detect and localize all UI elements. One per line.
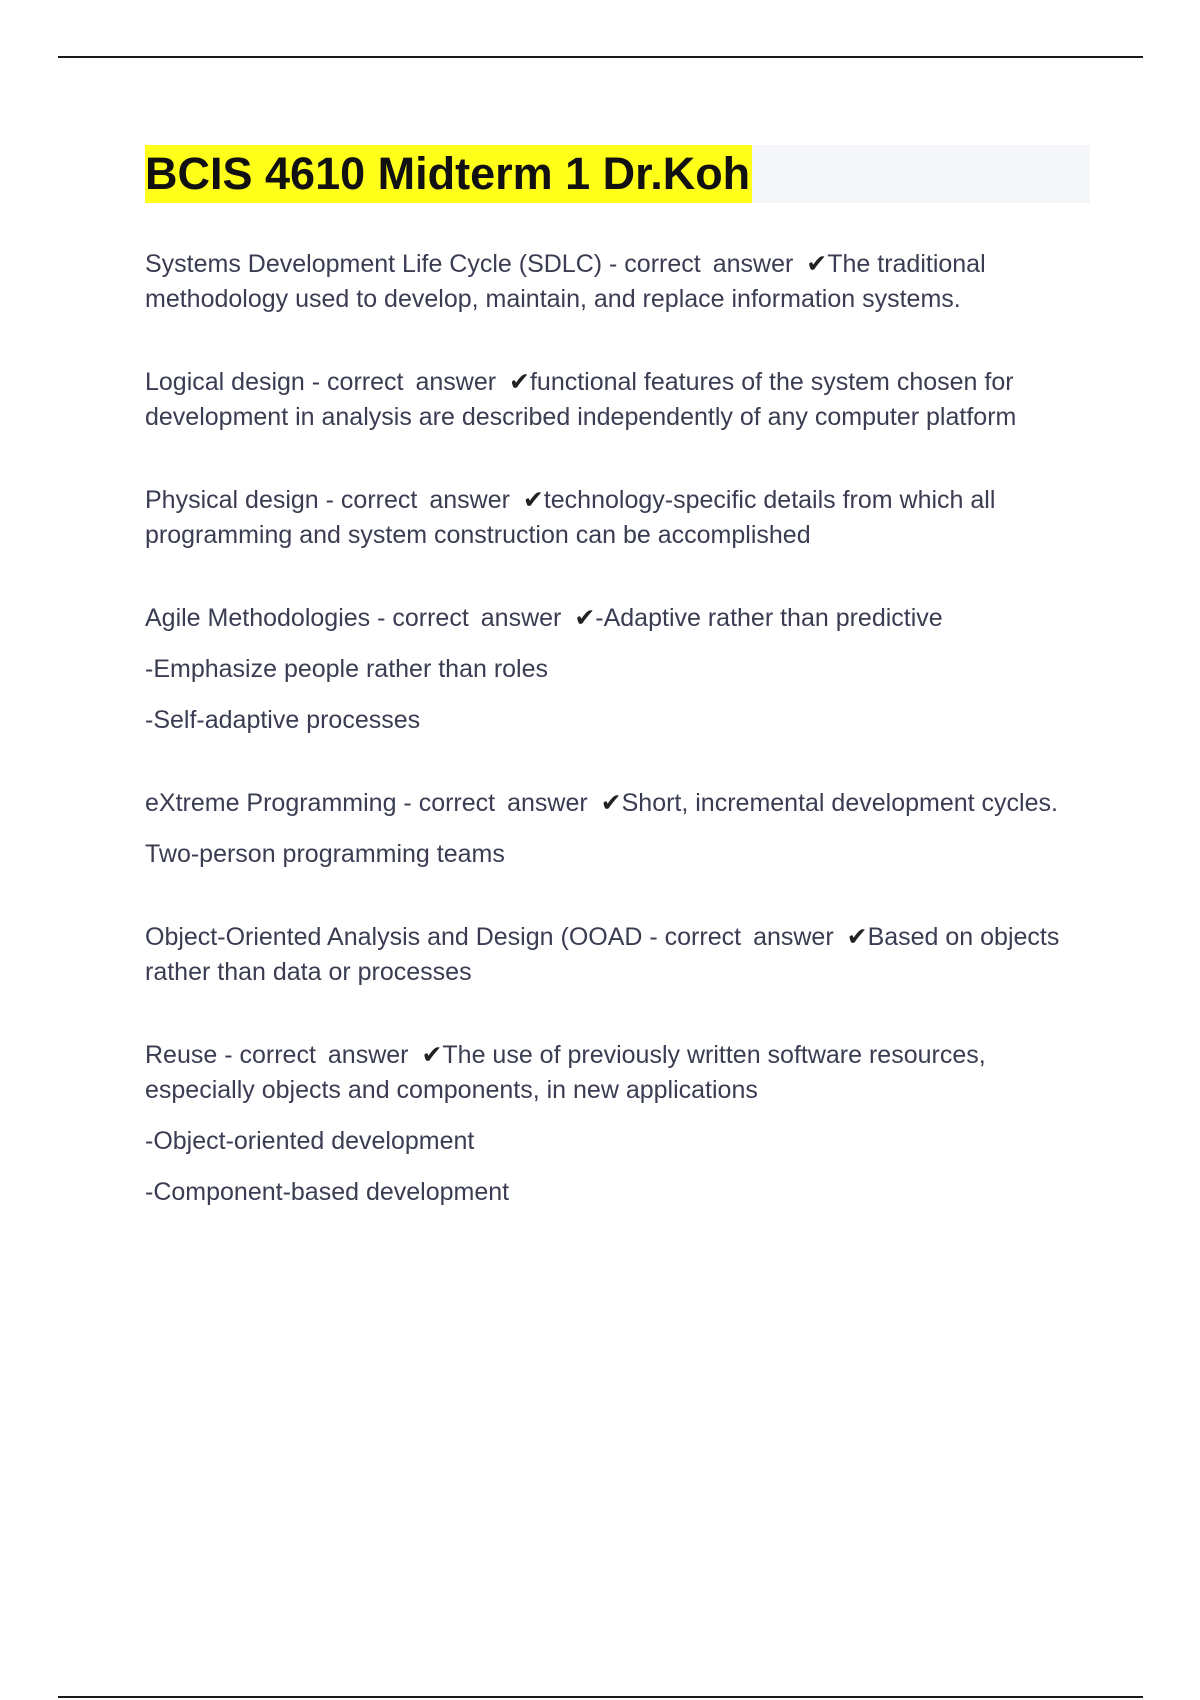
entry-extra-line: -Emphasize people rather than roles	[145, 655, 549, 683]
entry-main	[145, 601, 1090, 636]
entry-definition: technology-specific details from which all programming and system construction can be accomplished	[145, 486, 996, 549]
document-body	[145, 145, 1090, 1258]
entry-definition: Based on objects rather than data or processes	[145, 923, 1060, 986]
checkmark-icon: ✔	[509, 368, 530, 396]
entry-definition: Short, incremental development cycles.	[621, 789, 1058, 817]
entry-main	[145, 247, 1090, 317]
answer-label: answer	[429, 486, 510, 514]
entry-logical-design	[145, 365, 1090, 435]
checkmark-icon: ✔	[806, 250, 828, 278]
entry-xp	[145, 786, 1090, 872]
entry-main	[145, 365, 1090, 435]
entry-ooad	[145, 920, 1090, 990]
answer-label: answer	[507, 789, 588, 817]
checkmark-icon: ✔	[600, 789, 622, 817]
entry-agile	[145, 601, 1090, 738]
entry-definition: functional features of the system chosen for development in analysis are described independently of any computer platform	[145, 368, 1017, 431]
entry-definition: The traditional methodology used to develop, maintain, and replace information systems.	[145, 250, 986, 313]
checkmark-icon: ✔	[522, 486, 544, 514]
entry-extra-line: -Self-adaptive processes	[145, 706, 421, 734]
entry-term: Systems Development Life Cycle (SDLC) - correct	[145, 250, 701, 278]
entry-reuse	[145, 1038, 1090, 1210]
answer-label: answer	[712, 250, 794, 278]
entry-physical-design	[145, 483, 1090, 553]
entry-extra-line: Two-person programming teams	[145, 840, 505, 868]
entry-extra-line: -Object-oriented development	[145, 1127, 475, 1155]
answer-label: answer	[327, 1041, 409, 1069]
entry-extra-line: -Component-based development	[145, 1178, 510, 1206]
entry-main	[145, 920, 1090, 990]
entry-main	[145, 483, 1090, 553]
entry-term: Physical design - correct	[145, 486, 418, 514]
title-row	[145, 145, 1090, 203]
bottom-rule	[58, 1696, 1143, 1698]
entry-main	[145, 1038, 1090, 1108]
checkmark-icon: ✔	[846, 923, 868, 951]
answer-label: answer	[753, 923, 834, 951]
entry-term: Agile Methodologies - correct	[145, 604, 469, 632]
top-rule	[58, 56, 1143, 58]
entry-term: Object-Oriented Analysis and Design (OOAD - correct	[145, 923, 742, 951]
entry-definition: The use of previously written software resources, especially objects and components, in new applications	[145, 1041, 986, 1104]
answer-label: answer	[415, 368, 497, 396]
entry-sdlc	[145, 247, 1090, 317]
entry-term: eXtreme Programming - correct	[145, 789, 496, 817]
checkmark-icon: ✔	[421, 1041, 443, 1069]
checkmark-icon: ✔	[574, 604, 596, 632]
entry-main	[145, 786, 1090, 821]
document-title: BCIS 4610 Midterm 1 Dr.Koh	[145, 145, 752, 203]
entry-definition: -Adaptive rather than predictive	[595, 604, 943, 632]
entry-term: Reuse - correct	[145, 1041, 316, 1069]
answer-label: answer	[480, 604, 562, 632]
entry-term: Logical design - correct	[145, 368, 404, 396]
